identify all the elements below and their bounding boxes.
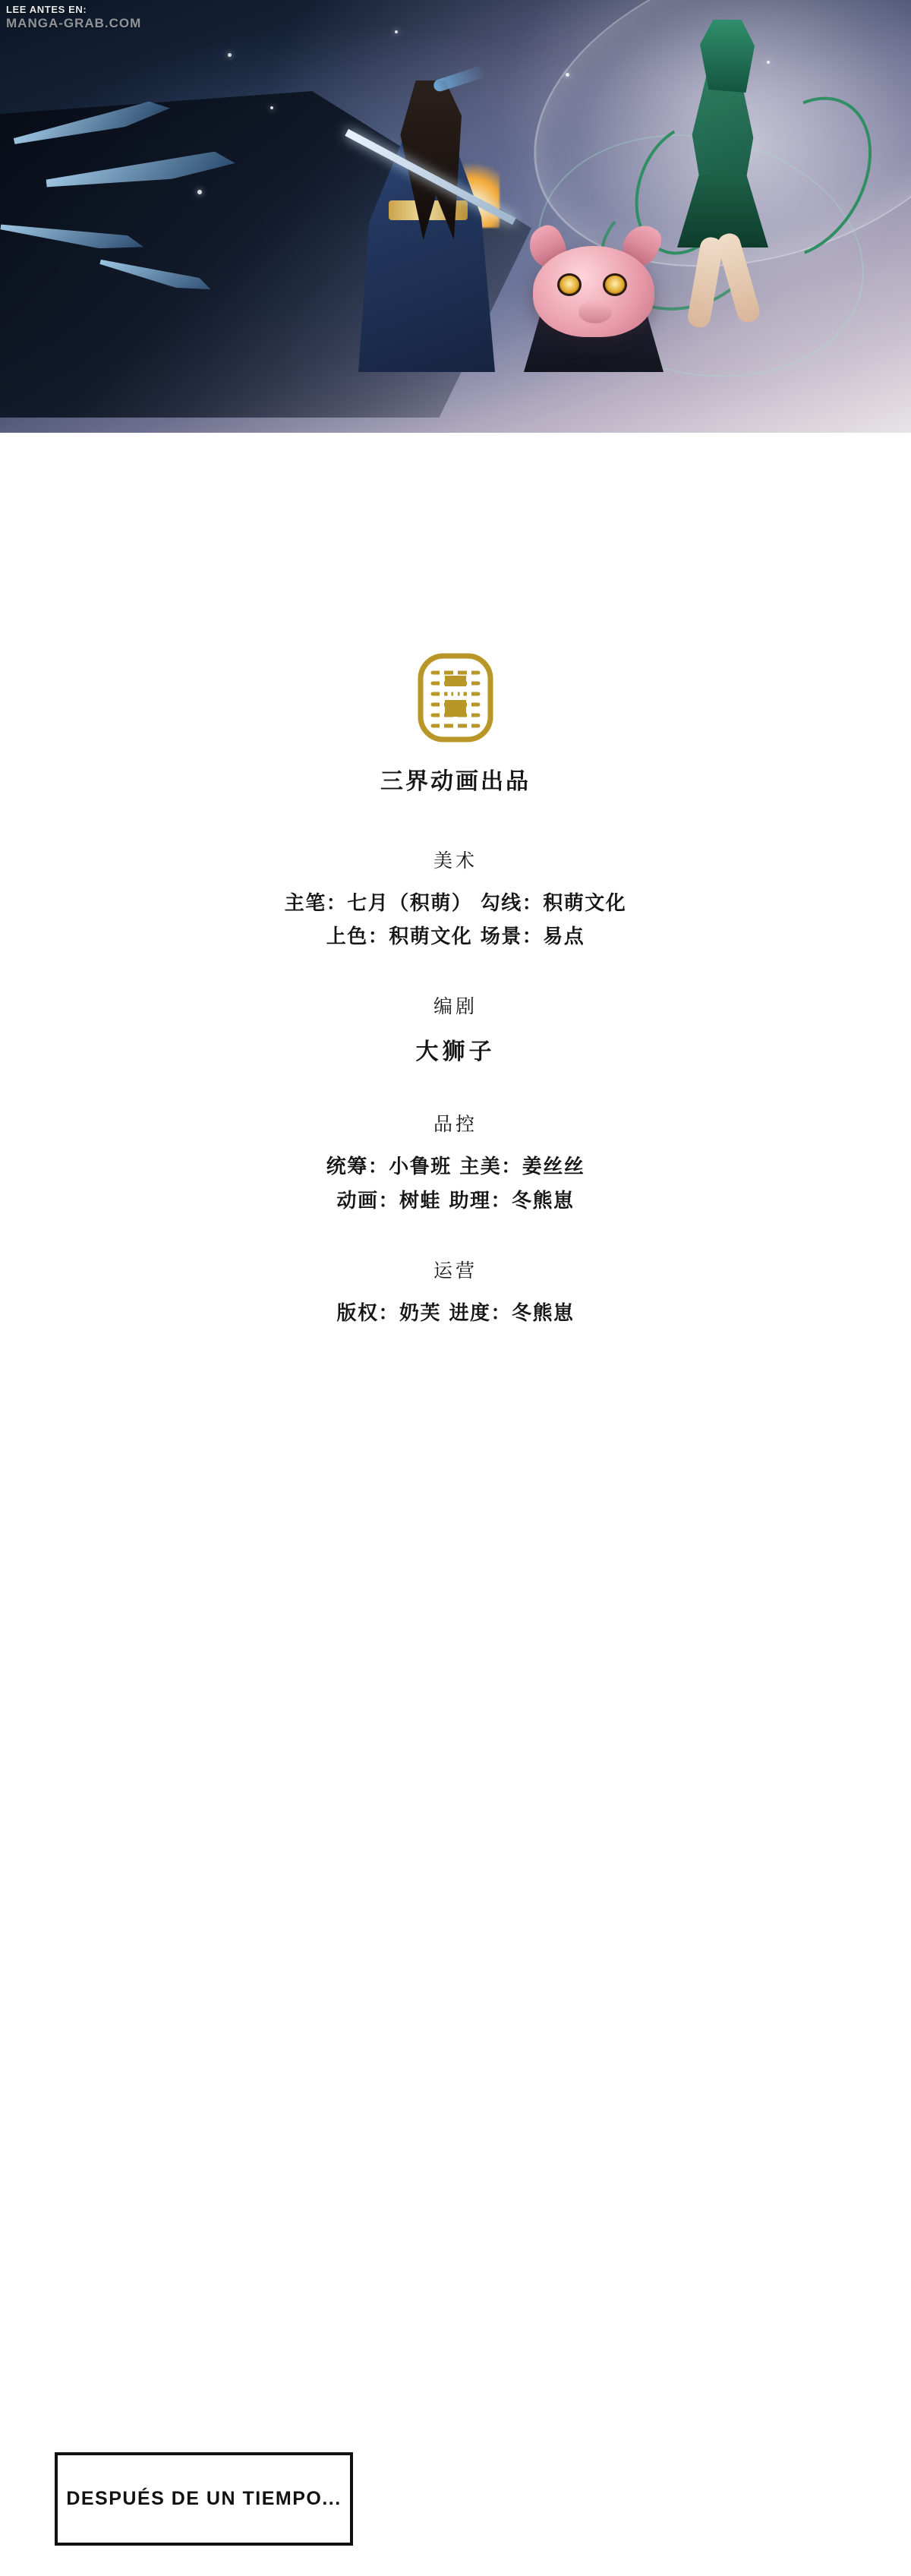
credits-section-operations	[0, 1256, 911, 1330]
credit-line: 版权：奶芙 进度：冬熊崽	[336, 1301, 575, 1325]
hero-art-panel	[0, 0, 911, 433]
watermark-line-2: MANGA-GRAB.COM	[6, 15, 142, 30]
character-swordsman	[319, 30, 547, 387]
section-title: 美术	[433, 850, 478, 872]
spark-particle	[228, 53, 232, 57]
pig-head	[533, 246, 654, 337]
credit-line: 统筹：小鲁班 主美：姜丝丝	[326, 1156, 585, 1179]
credit-line: 大狮子	[415, 1039, 496, 1066]
caption-box	[55, 2452, 353, 2546]
spark-particle	[566, 73, 569, 77]
credit-line: 主笔：七月（积萌） 勾线：积萌文化	[284, 892, 627, 915]
caption-text: DESPUÉS DE UN TIEMPO...	[66, 2488, 342, 2509]
credits-section-art	[0, 846, 911, 954]
swordsman-ribbon	[432, 65, 487, 93]
section-title: 品控	[433, 1113, 478, 1136]
character-pig	[524, 213, 668, 372]
credit-line: 上色：积萌文化 场景：易点	[326, 925, 585, 949]
credits-section-quality	[0, 1109, 911, 1217]
fighter-hair	[700, 20, 755, 93]
section-title: 编剧	[433, 995, 478, 1018]
spark-particle	[197, 190, 202, 194]
section-title: 运营	[433, 1259, 478, 1282]
watermark-line-1: LEE ANTES EN:	[6, 4, 87, 15]
spark-particle	[270, 106, 273, 109]
credits-block	[0, 653, 911, 1368]
credit-line: 动画：树蛙 助理：冬熊崽	[336, 1189, 575, 1212]
studio-name: 三界动画出品	[380, 768, 531, 795]
pig-eye	[557, 273, 582, 296]
credits-section-writer	[0, 992, 911, 1071]
site-watermark	[6, 5, 141, 30]
chinese-seal-icon	[416, 653, 495, 743]
pig-eye	[603, 273, 627, 296]
pig-snout	[578, 301, 612, 323]
